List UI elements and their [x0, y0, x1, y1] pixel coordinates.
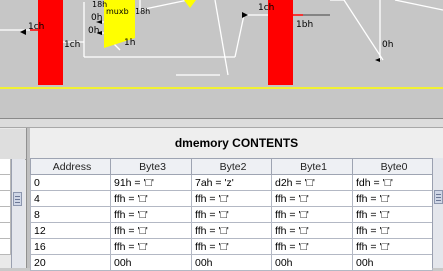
register-left — [38, 0, 63, 85]
signal-label: 1bh — [296, 20, 314, 30]
byte-cell[interactable]: 00h — [353, 255, 433, 271]
byte-cell[interactable]: ffh = '□' — [272, 207, 353, 223]
table-row[interactable] — [31, 207, 433, 223]
byte-cell[interactable]: ffh = '□' — [272, 223, 353, 239]
table-row[interactable] — [31, 175, 433, 191]
byte-cell[interactable]: ffh = '□' — [192, 239, 272, 255]
datapath-schematic — [0, 0, 443, 118]
byte-cell[interactable]: ffh = '□' — [272, 239, 353, 255]
panel-title: dmemory CONTENTS — [174, 136, 299, 150]
left-table-header — [0, 129, 26, 160]
byte-cell[interactable]: 00h — [272, 255, 353, 271]
signal-label: 0h — [88, 26, 100, 36]
table-row[interactable] — [31, 239, 433, 255]
mux-small — [184, 0, 196, 8]
signal-label: 1h — [124, 38, 136, 48]
byte-cell[interactable]: ffh = '□' — [192, 191, 272, 207]
signal-label: 1ch — [28, 22, 45, 32]
left-table-row[interactable] — [0, 191, 11, 207]
address-cell[interactable]: 16 — [31, 239, 111, 255]
byte-cell[interactable]: ffh = '□' — [111, 223, 192, 239]
address-cell[interactable]: 4 — [31, 191, 111, 207]
byte-cell[interactable]: ffh = '□' — [111, 239, 192, 255]
memory-table — [30, 158, 433, 271]
table-row[interactable] — [31, 223, 433, 239]
signal-label: 18h — [135, 7, 151, 16]
address-cell[interactable]: 0 — [31, 175, 111, 191]
table-row[interactable] — [31, 255, 433, 271]
signal-label: 1ch — [64, 40, 81, 50]
scrollbar-thumb[interactable] — [434, 190, 443, 204]
byte-cell[interactable]: ffh = '□' — [111, 207, 192, 223]
column-header-address[interactable]: Address — [31, 159, 111, 175]
byte-cell[interactable]: ffh = '□' — [111, 191, 192, 207]
column-header-byte2[interactable]: Byte2 — [192, 159, 272, 175]
signal-label: 18h — [92, 0, 108, 9]
byte-cell[interactable]: 00h — [111, 255, 192, 271]
byte-cell[interactable]: fdh = '□' — [353, 175, 433, 191]
byte-cell[interactable]: 00h — [192, 255, 272, 271]
byte-cell[interactable]: ffh = '□' — [353, 239, 433, 255]
memory-table-scrollbar[interactable] — [432, 158, 443, 268]
left-table-row[interactable] — [0, 207, 11, 223]
address-cell[interactable]: 8 — [31, 207, 111, 223]
mux-label: muxb — [106, 7, 129, 16]
byte-cell[interactable]: ffh = '□' — [353, 191, 433, 207]
byte-cell[interactable]: ffh = '□' — [272, 191, 353, 207]
byte-cell[interactable]: ffh = '□' — [353, 223, 433, 239]
address-cell[interactable]: 12 — [31, 223, 111, 239]
byte-cell[interactable]: 91h = '□' — [111, 175, 192, 191]
schematic-wires — [0, 0, 443, 118]
panel-splitter[interactable] — [0, 118, 443, 128]
left-scrollbar[interactable] — [11, 159, 25, 268]
signal-label: 1ch — [258, 3, 275, 13]
signal-label: 0h — [382, 40, 394, 50]
signal-label: 0h — [91, 13, 103, 23]
byte-cell[interactable]: 7ah = 'z' — [192, 175, 272, 191]
left-table-row[interactable] — [0, 239, 11, 255]
column-header-byte0[interactable]: Byte0 — [353, 159, 433, 175]
column-header-byte3[interactable]: Byte3 — [111, 159, 192, 175]
byte-cell[interactable]: d2h = '□' — [272, 175, 353, 191]
address-cell[interactable]: 20 — [31, 255, 111, 271]
left-table-row[interactable] — [0, 175, 11, 191]
table-header-row — [31, 159, 433, 175]
left-table-pane — [0, 128, 26, 268]
table-row[interactable] — [31, 191, 433, 207]
byte-cell[interactable]: ffh = '□' — [192, 207, 272, 223]
column-header-byte1[interactable]: Byte1 — [272, 159, 353, 175]
dmemory-panel — [30, 128, 443, 268]
left-table-row[interactable] — [0, 159, 11, 175]
scrollbar-thumb[interactable] — [13, 192, 22, 206]
byte-cell[interactable]: ffh = '□' — [353, 207, 433, 223]
byte-cell[interactable]: ffh = '□' — [192, 223, 272, 239]
left-table-row[interactable] — [0, 223, 11, 239]
